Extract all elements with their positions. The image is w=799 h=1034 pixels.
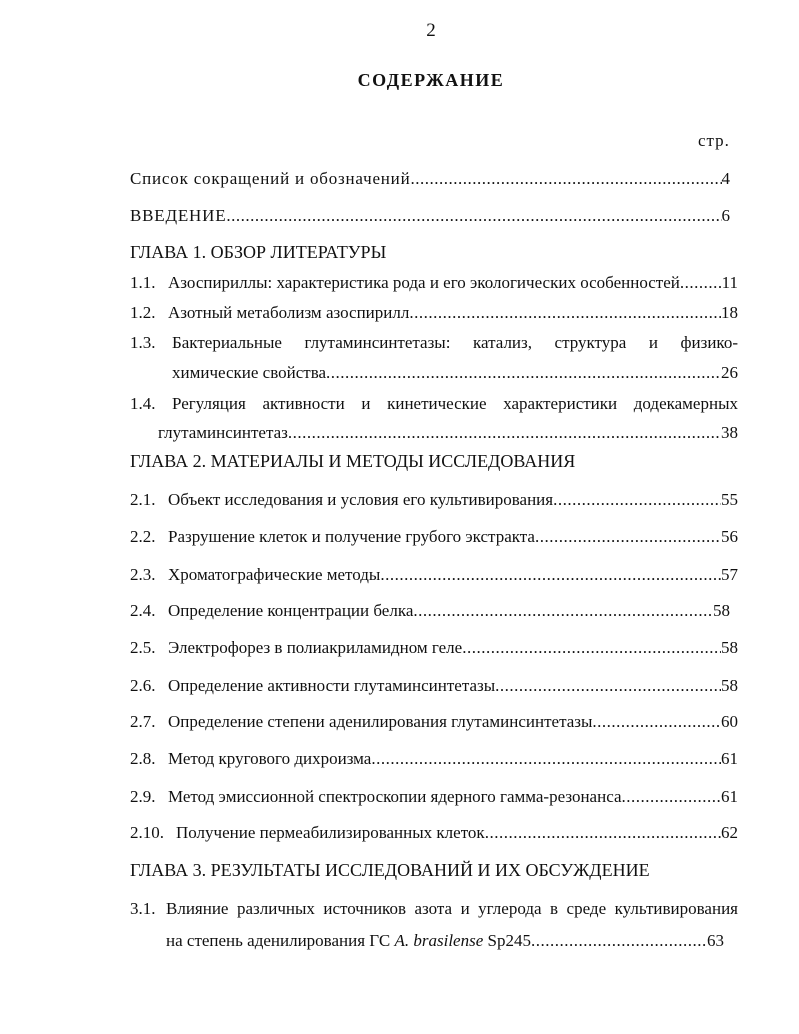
- toc-entry-continuation[interactable]: [166, 931, 724, 951]
- toc-entry[interactable]: [130, 394, 738, 414]
- toc-entry-page: 11: [721, 273, 738, 292]
- toc-entry-label: Определение концентрации белка: [168, 601, 414, 620]
- toc-entry-page: 56: [721, 527, 738, 546]
- leader-dots: [592, 712, 721, 732]
- toc-entry-label: химические свойства: [172, 363, 327, 382]
- toc-entry-page: 4: [721, 169, 730, 188]
- toc-entry[interactable]: [130, 823, 738, 843]
- page-title: СОДЕРЖАНИЕ: [357, 70, 505, 90]
- page-column-label: стр.: [698, 131, 730, 150]
- leader-dots: [226, 206, 721, 226]
- toc-entry-label: Электрофорез в полиакриламидном геле: [168, 638, 463, 657]
- toc-entry-continuation[interactable]: [158, 423, 738, 443]
- page-number: 2: [426, 20, 436, 41]
- toc-entry-number: 1.3.: [130, 333, 156, 352]
- leader-dots: [553, 490, 721, 510]
- toc-entry-number: 3.1.: [130, 899, 156, 918]
- toc-entry-page: 26: [721, 363, 738, 382]
- toc-entry-number: 2.10.: [130, 823, 164, 842]
- toc-entry-number: 2.5.: [130, 638, 156, 657]
- toc-entry-number: 2.8.: [130, 749, 156, 768]
- leader-dots: [531, 931, 707, 951]
- toc-entry[interactable]: [130, 490, 738, 510]
- toc-entry-page: 55: [721, 490, 738, 509]
- toc-entry[interactable]: [130, 333, 738, 353]
- leader-dots: [380, 565, 721, 585]
- toc-entry-label: Азоспириллы: характеристика рода и его экологических особенностей: [168, 273, 680, 292]
- leader-dots: [410, 169, 721, 189]
- toc-entry-page: 62: [721, 823, 738, 842]
- leader-dots: [409, 303, 721, 323]
- toc-entry-label: Разрушение клеток и получение грубого экстракта: [168, 527, 535, 546]
- toc-entry-label: глутаминсинтетаз: [158, 423, 288, 442]
- toc-entry-abbreviations[interactable]: [130, 169, 730, 189]
- chapter-heading[interactable]: ГЛАВА 2. МАТЕРИАЛЫ И МЕТОДЫ ИССЛЕДОВАНИЯ: [130, 451, 576, 471]
- toc-entry-label: Определение активности глутаминсинтетазы: [168, 676, 496, 695]
- toc-entry-label: Азотный метаболизм азоспирилл: [168, 303, 410, 322]
- toc-entry-page: 18: [721, 303, 738, 322]
- toc-entry[interactable]: [130, 527, 738, 547]
- toc-entry-number: 2.7.: [130, 712, 156, 731]
- leader-dots: [326, 363, 721, 383]
- toc-entry-label: Хроматографические методы: [168, 565, 381, 584]
- leader-dots: [622, 787, 722, 807]
- toc-entry-label: Объект исследования и условия его культивирования: [168, 490, 554, 509]
- species-name: A. brasilense: [394, 931, 484, 950]
- toc-entry-number: 2.2.: [130, 527, 156, 546]
- toc-entry[interactable]: [130, 712, 738, 732]
- toc-entry-number: 2.1.: [130, 490, 156, 509]
- toc-entry[interactable]: [130, 676, 738, 696]
- toc-entry-label: Бактериальные глутаминсинтетазы: катализ, структура и физико-: [172, 333, 738, 352]
- toc-entry-page: 63: [707, 931, 724, 950]
- toc-entry-label: Определение степени аденилирования глутаминсинтетазы: [168, 712, 593, 731]
- toc-entry[interactable]: [130, 899, 738, 919]
- toc-entry[interactable]: [130, 638, 738, 658]
- leader-dots: [485, 823, 721, 843]
- toc-entry-label: Список сокращений и обозначений: [130, 169, 411, 188]
- toc-entry[interactable]: [130, 749, 738, 769]
- toc-entry-page: 58: [721, 638, 738, 657]
- toc-entry-number: 2.9.: [130, 787, 156, 806]
- chapter-heading[interactable]: ГЛАВА 1. ОБЗОР ЛИТЕРАТУРЫ: [130, 242, 387, 262]
- toc-entry-page: 60: [721, 712, 738, 731]
- leader-dots: [680, 273, 722, 293]
- leader-dots: [535, 527, 721, 547]
- toc-entry-number: 2.4.: [130, 601, 156, 620]
- toc-entry-page: 57: [721, 565, 738, 584]
- toc-entry-label: Получение пермеабилизированных клеток: [176, 823, 485, 842]
- toc-entry-introduction[interactable]: [130, 206, 730, 226]
- toc-entry-page: 6: [721, 206, 730, 225]
- toc-entry-continuation[interactable]: [172, 363, 738, 383]
- toc-entry-label: на степень аденилирования ГС: [166, 931, 395, 950]
- toc-entry-page: 38: [721, 423, 738, 442]
- toc-entry-label: Метод кругового дихроизма: [168, 749, 372, 768]
- toc-entry-page: 61: [721, 749, 738, 768]
- toc-entry-label: ВВЕДЕНИЕ: [130, 206, 227, 225]
- toc-entry[interactable]: [130, 787, 738, 807]
- toc-entry[interactable]: [130, 303, 738, 323]
- toc-entry[interactable]: [130, 601, 730, 621]
- toc-entry-number: 1.1.: [130, 273, 156, 292]
- leader-dots: [371, 749, 721, 769]
- toc-entry[interactable]: [130, 565, 738, 585]
- leader-dots: [288, 423, 721, 443]
- toc-entry-number: 2.3.: [130, 565, 156, 584]
- toc-entry-label: Регуляция активности и кинетические характеристики додекамерных: [172, 394, 738, 413]
- leader-dots: [462, 638, 721, 658]
- toc-entry-number: 2.6.: [130, 676, 156, 695]
- leader-dots: [495, 676, 721, 696]
- leader-dots: [413, 601, 713, 621]
- toc-entry-page: 58: [721, 676, 738, 695]
- toc-entry-page: 58: [713, 601, 730, 620]
- toc-entry-number: 1.4.: [130, 394, 156, 413]
- chapter-heading[interactable]: ГЛАВА 3. РЕЗУЛЬТАТЫ ИССЛЕДОВАНИЙ И ИХ ОБСУЖДЕНИЕ: [130, 860, 650, 880]
- toc-entry-number: 1.2.: [130, 303, 156, 322]
- toc-entry[interactable]: [130, 273, 738, 293]
- toc-entry-label: Метод эмиссионной спектроскопии ядерного гамма-резонанса: [168, 787, 622, 806]
- strain-name: Sp245: [483, 931, 531, 950]
- toc-entry-label: Влияние различных источников азота и углерода в среде культивирования: [166, 899, 738, 918]
- toc-entry-page: 61: [721, 787, 738, 806]
